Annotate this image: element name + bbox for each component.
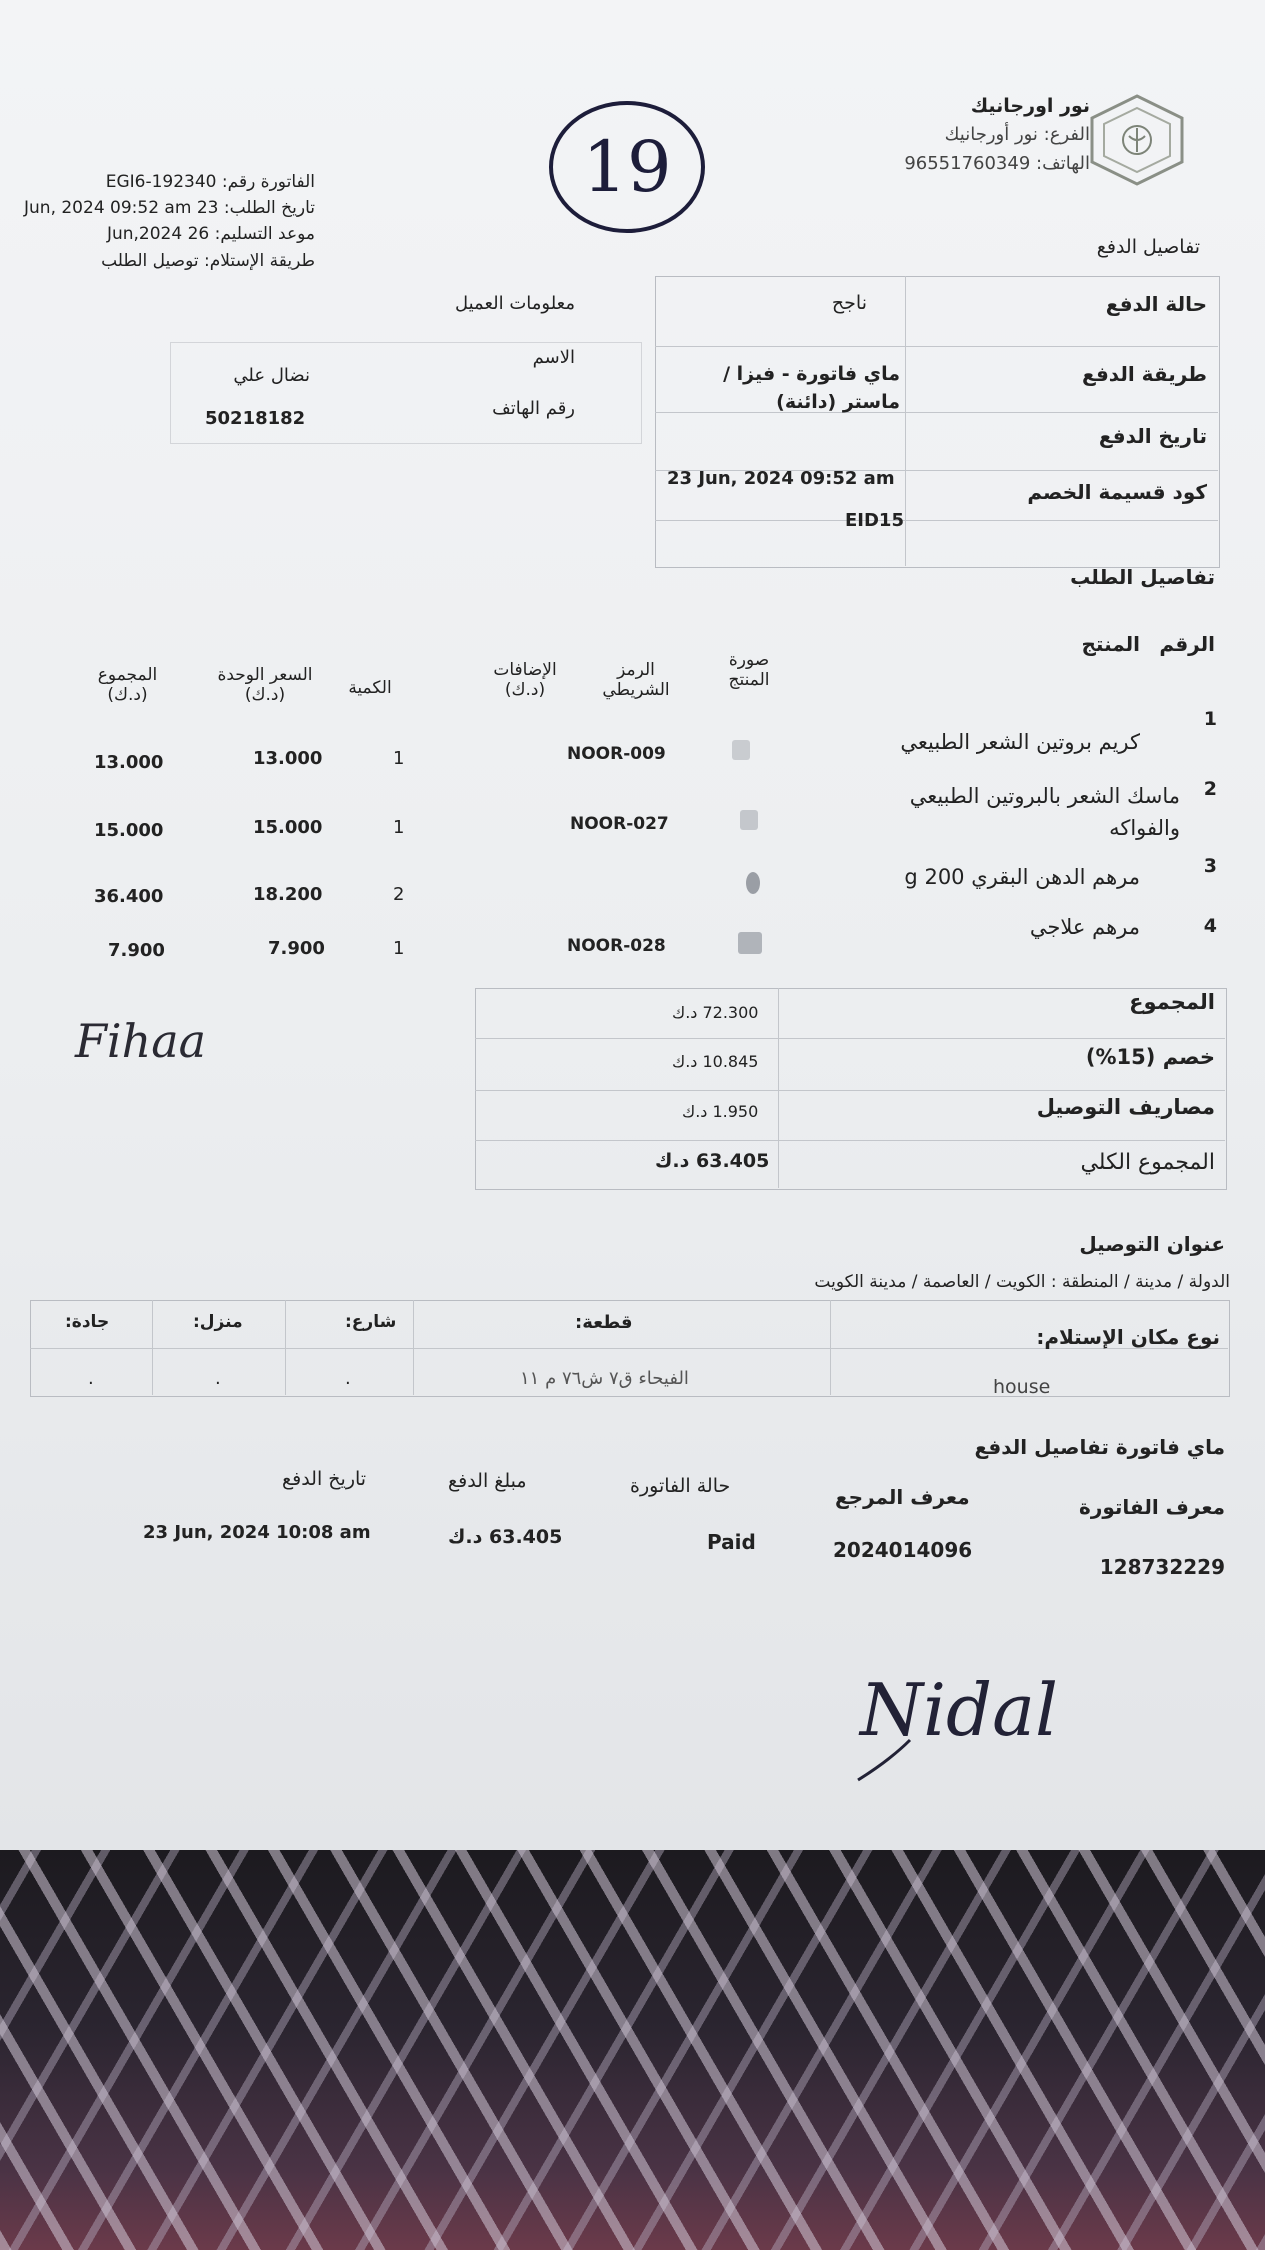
mf-date-label: تاريخ الدفع: [282, 1468, 367, 1490]
mf-reference-id-label: معرف المرجع: [835, 1485, 970, 1509]
item-4-qty: 1: [393, 938, 405, 959]
fabric-background: [0, 1850, 1265, 2250]
mf-invoice-id-label: معرف الفاتورة: [1079, 1495, 1225, 1519]
item-3-total: 36.400: [94, 886, 164, 907]
customer-phone-label: رقم الهاتف: [492, 398, 575, 419]
item-1-product: كريم بروتين الشعر الطبيعي: [900, 730, 1140, 754]
item-2-barcode: NOOR-027: [570, 814, 669, 834]
discount-value: 10.845 د.ك: [672, 1052, 759, 1071]
item-1-unit-price: 13.000: [253, 748, 323, 769]
payment-status-value: ناجح: [831, 292, 867, 314]
item-2-qty: 1: [393, 817, 405, 838]
delivery-type-value: house: [993, 1376, 1051, 1398]
payment-details-box: [655, 276, 1220, 568]
item-4-num: 4: [1203, 915, 1217, 937]
handwritten-note: [70, 1005, 260, 1080]
col-unit-price: السعر الوحدة (د.ك): [217, 665, 313, 705]
item-4-total: 7.900: [108, 940, 165, 961]
store-branch: الفرع: نور أورجانيك: [944, 124, 1090, 145]
item-1-barcode: NOOR-009: [567, 744, 666, 764]
item-4-image: [738, 932, 762, 954]
invoice-number: الفاتورة رقم: EGI6-192340: [105, 172, 315, 192]
customer-name: نضال علي: [233, 365, 310, 386]
customer-info-box: [170, 342, 642, 444]
delivery-street-label: شارع:: [345, 1312, 397, 1332]
receive-method: طريقة الإستلام: توصيل الطلب: [101, 251, 315, 271]
mf-status-value: Paid: [707, 1530, 756, 1554]
order-date: تاريخ الطلب: 23 Jun, 2024 09:52 am: [24, 198, 315, 218]
myfatoorah-heading: ماي فاتورة تفاصيل الدفع: [974, 1435, 1225, 1459]
customer-phone: 50218182: [205, 408, 306, 429]
delivery-avenue-label: جادة:: [65, 1312, 110, 1332]
col-product: المنتج: [1081, 632, 1140, 656]
store-logo-icon: [1082, 92, 1192, 187]
payment-date-value: 23 Jun, 2024 09:52 am: [667, 468, 895, 489]
item-3-unit-price: 18.200: [253, 884, 323, 905]
mf-amount-label: مبلغ الدفع: [448, 1470, 527, 1492]
delivery-house-label: منزل:: [193, 1312, 243, 1332]
discount-label: خصم (15%): [1085, 1045, 1215, 1069]
payment-details-heading: تفاصيل الدفع: [1096, 236, 1200, 258]
mf-reference-id-value: 2024014096: [833, 1538, 973, 1562]
item-1-num: 1: [1203, 708, 1217, 730]
subtotal-value: 72.300 د.ك: [672, 1003, 759, 1022]
delivery-region: الدولة / مدينة / المنطقة : الكويت / العاصمة / مدينة الكويت: [814, 1272, 1230, 1292]
payment-date-label: تاريخ الدفع: [1098, 424, 1207, 448]
delivery-fee-value: 1.950 د.ك: [682, 1102, 759, 1121]
item-1-image: [732, 740, 750, 760]
item-4-product: مرهم علاجي: [1029, 915, 1140, 939]
item-2-num: 2: [1203, 778, 1217, 800]
mf-amount-value: 63.405 د.ك: [448, 1526, 563, 1548]
svg-text:Fihaa: Fihaa: [75, 1014, 207, 1068]
subtotal-label: المجموع: [1129, 990, 1215, 1014]
item-3-num: 3: [1203, 855, 1217, 877]
delivery-fee-label: مصاريف التوصيل: [1036, 1095, 1215, 1119]
customer-info-heading: معلومات العميل: [454, 293, 575, 314]
col-total: المجموع (د.ك): [97, 665, 158, 705]
handwritten-signature: [850, 1640, 1080, 1790]
delivery-house-value: .: [215, 1368, 221, 1389]
payment-status-label: حالة الدفع: [1105, 292, 1207, 316]
grand-total-label: المجموع الكلي: [1080, 1150, 1215, 1175]
item-1-qty: 1: [393, 748, 405, 769]
item-2-total: 15.000: [94, 820, 164, 841]
col-image: صورة المنتج: [728, 650, 770, 690]
svg-text:Nidal: Nidal: [860, 1668, 1059, 1752]
store-phone: الهاتف: 96551760349: [904, 153, 1090, 174]
mf-date-value: 23 Jun, 2024 10:08 am: [143, 1522, 371, 1543]
store-name: نور اورجانيك: [970, 95, 1090, 117]
delivery-block-label: قطعة:: [575, 1312, 633, 1333]
item-2-product: ماسك الشعر بالبروتين الطبيعي والفواكه: [909, 784, 1180, 840]
item-4-unit-price: 7.900: [268, 938, 325, 959]
grand-total-value: 63.405 د.ك: [655, 1150, 770, 1172]
col-addons: الإضافات (د.ك): [493, 660, 557, 700]
item-3-image: [746, 872, 760, 894]
delivery-heading: عنوان التوصيل: [1079, 1232, 1225, 1256]
mf-status-label: حالة الفاتورة: [630, 1475, 731, 1497]
coupon-code-value: EID15: [845, 510, 904, 531]
delivery-date: موعد التسليم: 26 Jun,2024: [106, 224, 315, 244]
item-2-unit-price: 15.000: [253, 817, 323, 838]
col-num: الرقم: [1159, 632, 1215, 656]
payment-method-label: طريقة الدفع: [1082, 362, 1207, 386]
col-barcode: الرمز الشريطي: [602, 660, 670, 700]
customer-name-label: الاسم: [532, 347, 575, 368]
order-details-heading: تفاصيل الطلب: [1070, 565, 1215, 589]
delivery-avenue-value: .: [88, 1368, 94, 1389]
item-3-product: مرهم الدهن البقري 200 g: [904, 865, 1140, 889]
item-2-image: [740, 810, 758, 830]
mf-invoice-id-value: 128732229: [1099, 1555, 1225, 1579]
delivery-type-label: نوع مكان الإستلام:: [1036, 1325, 1220, 1349]
coupon-code-label: كود قسيمة الخصم: [1027, 480, 1207, 504]
item-3-qty: 2: [393, 884, 405, 905]
handwritten-circle-mark: [545, 95, 710, 240]
delivery-street-value: .: [345, 1368, 351, 1389]
item-1-total: 13.000: [94, 752, 164, 773]
col-qty: الكمية: [348, 678, 392, 698]
circled-number: 19: [582, 126, 672, 208]
item-4-barcode: NOOR-028: [567, 936, 666, 956]
delivery-block-value: الفيحاء ق٧ ش٧٦ م ١١: [520, 1368, 689, 1389]
payment-method-value: ماي فاتورة - فيزا / ماستر (دائنة): [723, 363, 900, 413]
